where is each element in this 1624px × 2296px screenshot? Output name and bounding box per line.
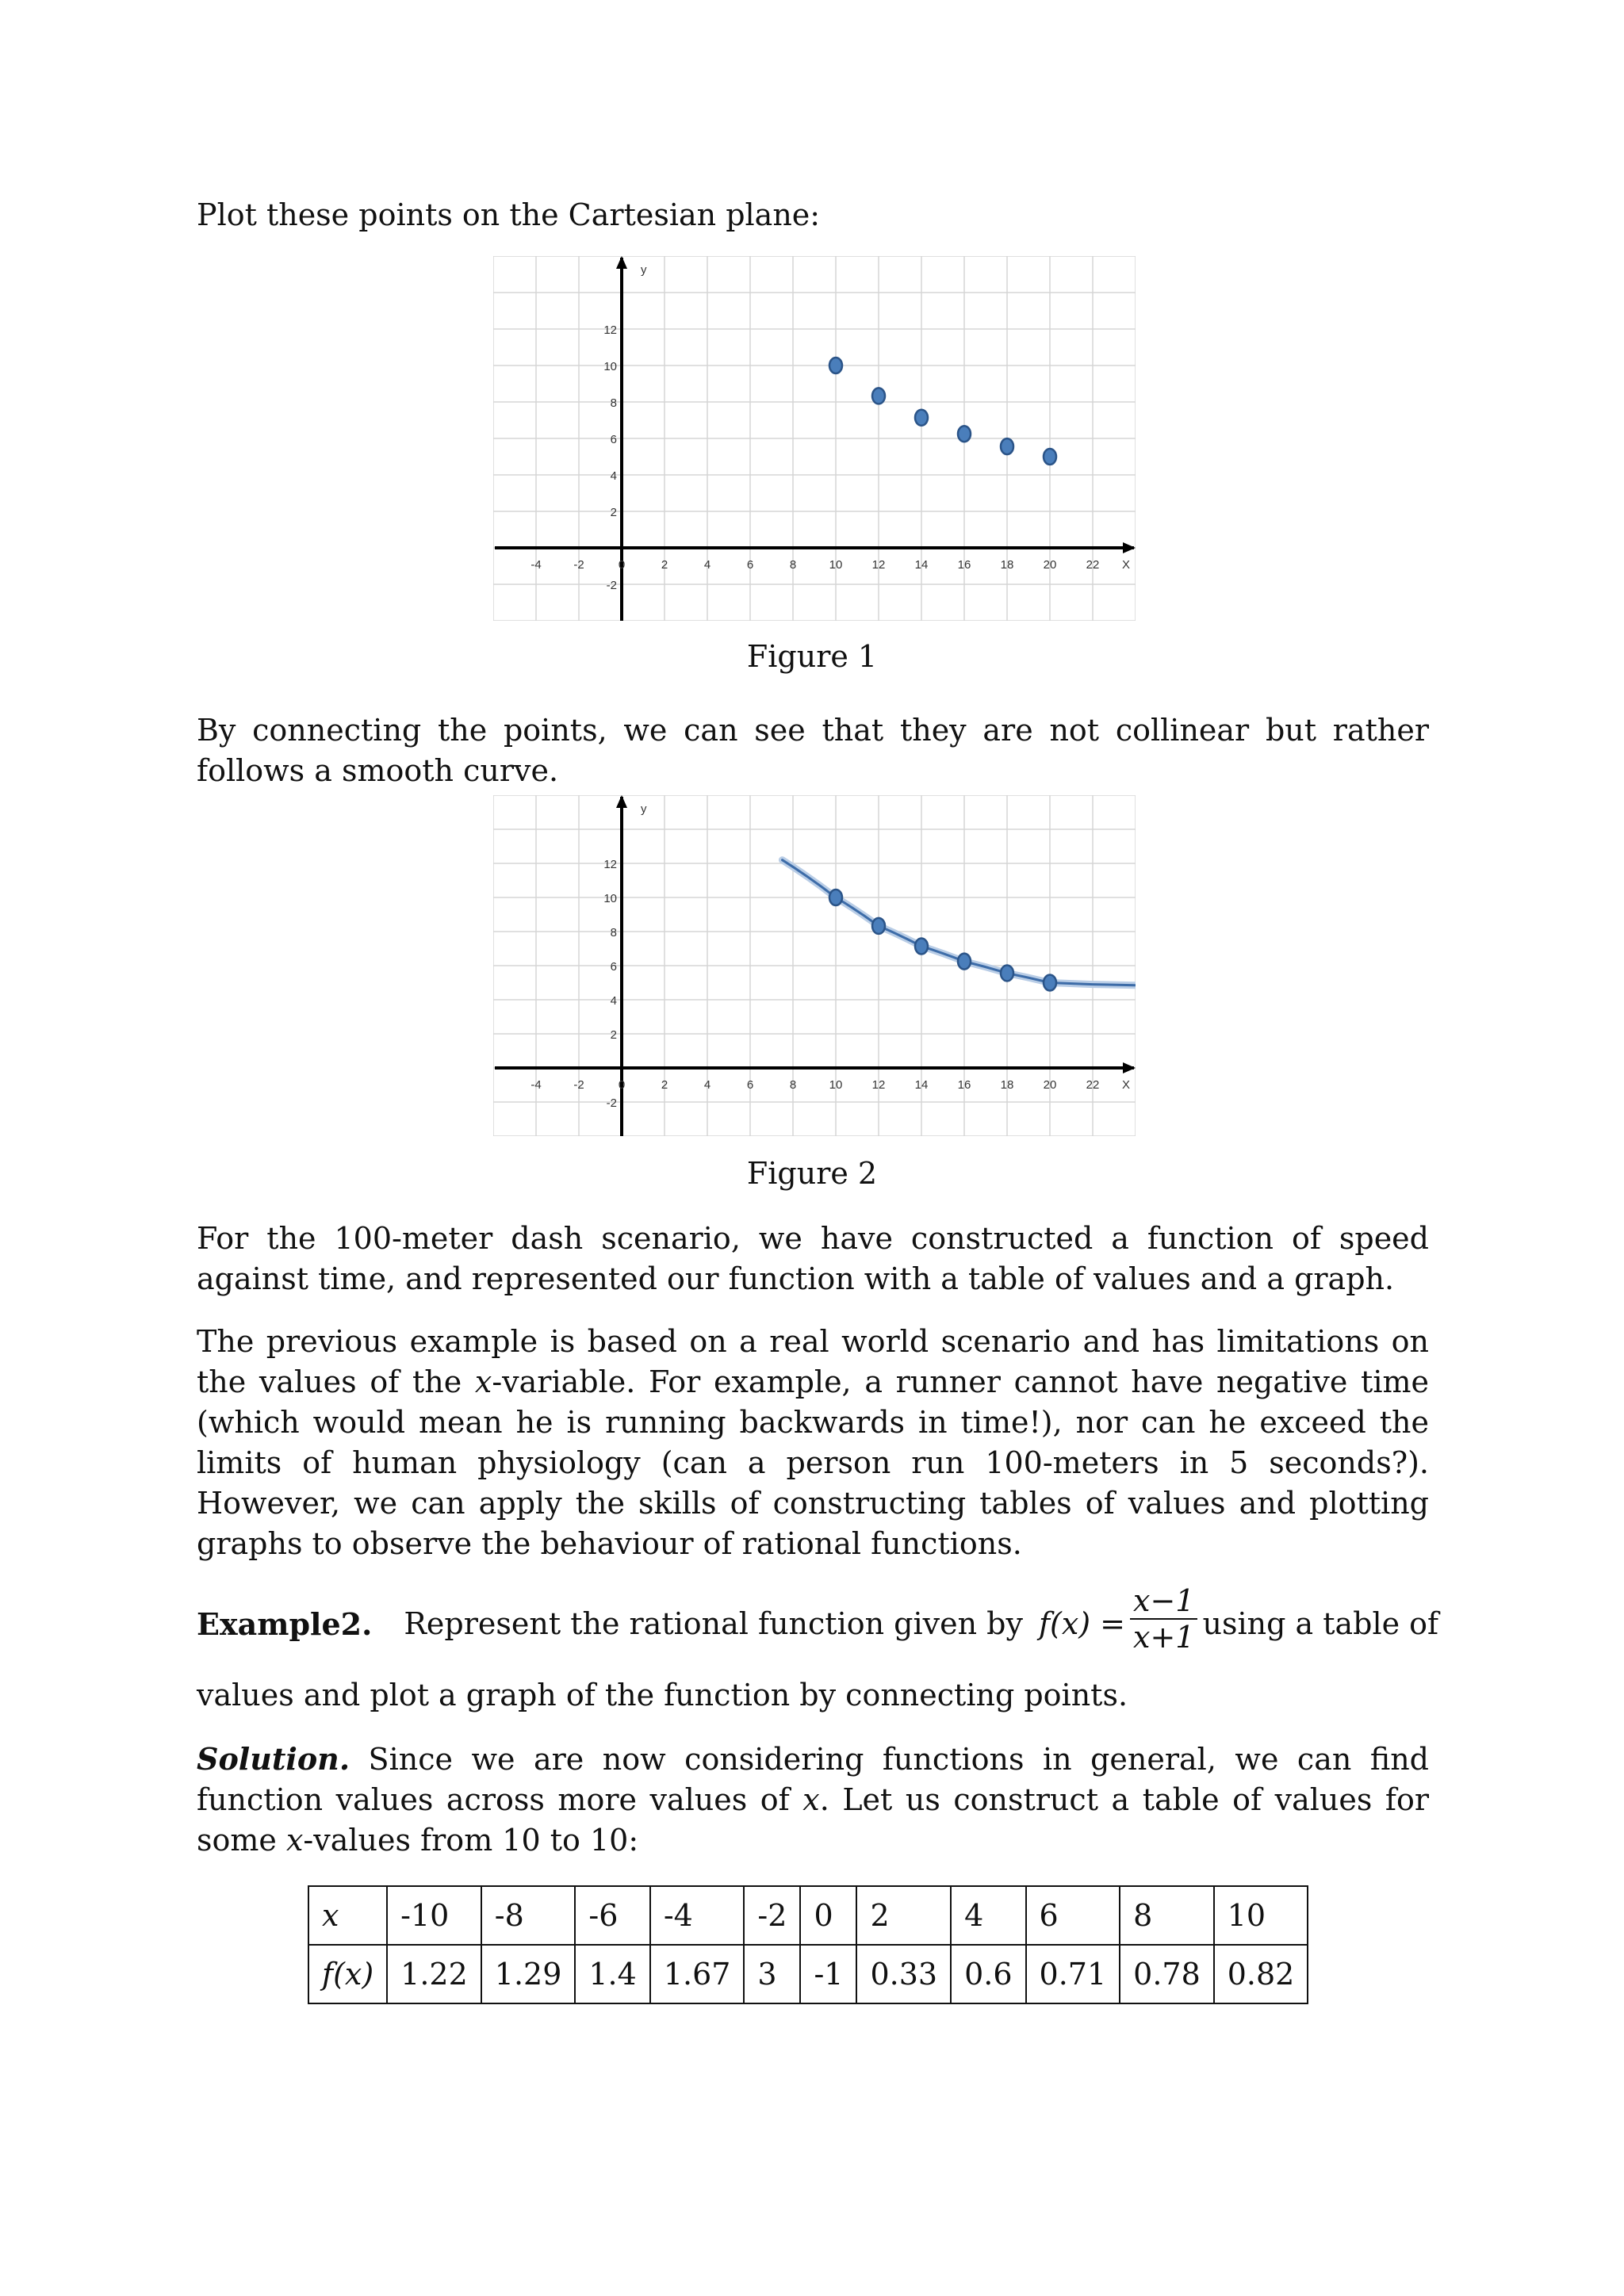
x-tick-label: 16 (957, 558, 971, 572)
table-cell: 8 (1120, 1886, 1214, 1945)
table-cell: 0.82 (1214, 1945, 1308, 2003)
example-line: Example2. Represent the rational function given by f(x) = $\frac{x-1}{x+1}$ using a table of (197, 1583, 1439, 1655)
data-point (958, 954, 971, 970)
y-tick-label: 2 (610, 506, 617, 519)
table-cell: 3 (744, 1945, 800, 2003)
example-line-2: values and plot a graph of the function by connecting points. (197, 1678, 1128, 1712)
data-point (915, 938, 928, 954)
y-tick-label: 6 (610, 433, 617, 446)
function-fraction: $\frac{x-1}{x+1}$ (1130, 1583, 1197, 1655)
y-axis-label: y (641, 263, 647, 277)
figure-2-chart (493, 795, 1136, 1136)
x-tick-label: 6 (746, 558, 754, 572)
x-tick-label: 22 (1086, 558, 1100, 572)
table-cell: -2 (744, 1886, 800, 1945)
figure-2 (493, 795, 1136, 1139)
x-tick-label: 4 (703, 1078, 711, 1092)
y-tick-label: 4 (610, 469, 617, 483)
values-table (308, 1885, 1308, 2004)
y-tick-label: 4 (610, 994, 617, 1008)
table-cell: 0.71 (1026, 1945, 1120, 2003)
x-axis-label: X (1122, 558, 1131, 572)
dash-paragraph: For the 100-meter dash scenario, we have constructed a function of speed against time, and represented our function with a table of values and a graph. (197, 1221, 1429, 1296)
y-tick-label: 12 (603, 858, 617, 871)
data-point (829, 890, 842, 905)
table-cell: 1.4 (575, 1945, 649, 2003)
connect-paragraph: By connecting the points, we can see that they are not collinear but rather follows a smooth curve. (197, 713, 1429, 788)
function-lhs: f(x) = (1038, 1605, 1126, 1641)
data-point (1044, 975, 1056, 991)
y-tick-label: 2 (610, 1028, 617, 1042)
table-header-fx: f(x) (308, 1945, 387, 2003)
x-tick-label: 10 (829, 1078, 843, 1092)
table-cell: -6 (575, 1886, 649, 1945)
grid (493, 795, 1136, 1136)
y-tick-label: 12 (603, 323, 617, 337)
table-cell: 4 (951, 1886, 1025, 1945)
x-axis-label: X (1122, 1078, 1131, 1092)
x-tick-label: 2 (661, 1078, 668, 1092)
y-axis-arrow (616, 795, 627, 808)
table-cell: 10 (1214, 1886, 1308, 1945)
x-tick-label: 2 (661, 558, 668, 572)
y-axis-label: y (641, 802, 647, 816)
table-header-x: x (308, 1886, 387, 1945)
data-point (1001, 965, 1013, 981)
x-tick-label: -4 (530, 1078, 542, 1092)
table-cell: 0.6 (951, 1945, 1025, 2003)
x-tick-label: 12 (871, 1078, 886, 1092)
x-tick-label: 14 (914, 1078, 929, 1092)
solution-paragraph: Solution. Since we are now considering functions in general, we can find function values across more values of x. Let us construct a table of values for some x-values from 10 to 10: (197, 1741, 1429, 1858)
x-tick-label: 6 (746, 1078, 754, 1092)
table-cell: 0 (800, 1886, 856, 1945)
intro-text: Plot these points on the Cartesian plane: (197, 197, 821, 232)
table-cell: 0.33 (856, 1945, 951, 2003)
example-label: Example2. (197, 1605, 373, 1642)
x-tick-label: 0 (618, 558, 626, 572)
data-point (872, 388, 885, 404)
x-tick-label: 8 (789, 1078, 797, 1092)
table-cell: 1.67 (650, 1945, 745, 2003)
table-cell: -8 (481, 1886, 576, 1945)
x-tick-label: 20 (1043, 1078, 1057, 1092)
y-tick-label: 10 (603, 892, 617, 905)
figure-1-caption: Figure 1 (746, 639, 878, 674)
x-tick-label: 4 (703, 558, 711, 572)
x-tick-label: 18 (1000, 1078, 1014, 1092)
x-tick-label: 22 (1086, 1078, 1100, 1092)
x-tick-label: 12 (871, 558, 886, 572)
y-axis-arrow (616, 256, 627, 269)
data-point (915, 410, 928, 426)
table-cell: -1 (800, 1945, 856, 2003)
data-point (829, 358, 842, 373)
table-cell: 2 (856, 1886, 951, 1945)
table-row-fx (308, 1945, 1308, 2003)
grid (493, 256, 1136, 621)
previous-example-paragraph: The previous example is based on a real world scenario and has limitations on the values of the x-variable. For example, a runner cannot have negative time (which would mean he is running backwards in time!), nor can he exceed the limits of human physiology (can a person run 100-meters in 5 seconds?). However, we can apply the skills of constructing tables of values and plotting graphs to observe the behaviour of rational functions. (197, 1324, 1429, 1561)
table-cell: -10 (387, 1886, 481, 1945)
y-tick-label: 10 (603, 360, 617, 373)
x-tick-label: 0 (618, 1078, 626, 1092)
x-tick-label: 20 (1043, 558, 1057, 572)
x-tick-label: -4 (530, 558, 542, 572)
table-cell: 1.22 (387, 1945, 481, 2003)
data-point (1044, 449, 1056, 465)
x-axis-arrow (1123, 542, 1136, 553)
data-point (1001, 438, 1013, 454)
x-axis-arrow (1123, 1062, 1136, 1073)
table-row-x (308, 1886, 1308, 1945)
table-cell: 6 (1026, 1886, 1120, 1945)
x-tick-label: 14 (914, 558, 929, 572)
table-cell: 1.29 (481, 1945, 576, 2003)
data-point (872, 918, 885, 934)
table-cell: -4 (650, 1886, 745, 1945)
y-tick-label: 8 (610, 926, 617, 939)
y-tick-label: 8 (610, 396, 617, 410)
figure-1-chart (493, 256, 1136, 621)
x-tick-label: -2 (573, 1078, 584, 1092)
x-tick-label: -2 (573, 558, 584, 572)
solution-label: Solution. (197, 1741, 350, 1777)
figure-1 (493, 256, 1136, 624)
x-tick-label: 18 (1000, 558, 1014, 572)
y-tick-label: -2 (606, 1096, 617, 1110)
figure-2-caption: Figure 2 (746, 1156, 878, 1191)
data-point (958, 426, 971, 442)
table-cell: 0.78 (1120, 1945, 1214, 2003)
y-tick-label: -2 (606, 579, 617, 592)
x-tick-label: 10 (829, 558, 843, 572)
y-tick-label: 6 (610, 960, 617, 974)
x-tick-label: 16 (957, 1078, 971, 1092)
x-tick-label: 8 (789, 558, 797, 572)
